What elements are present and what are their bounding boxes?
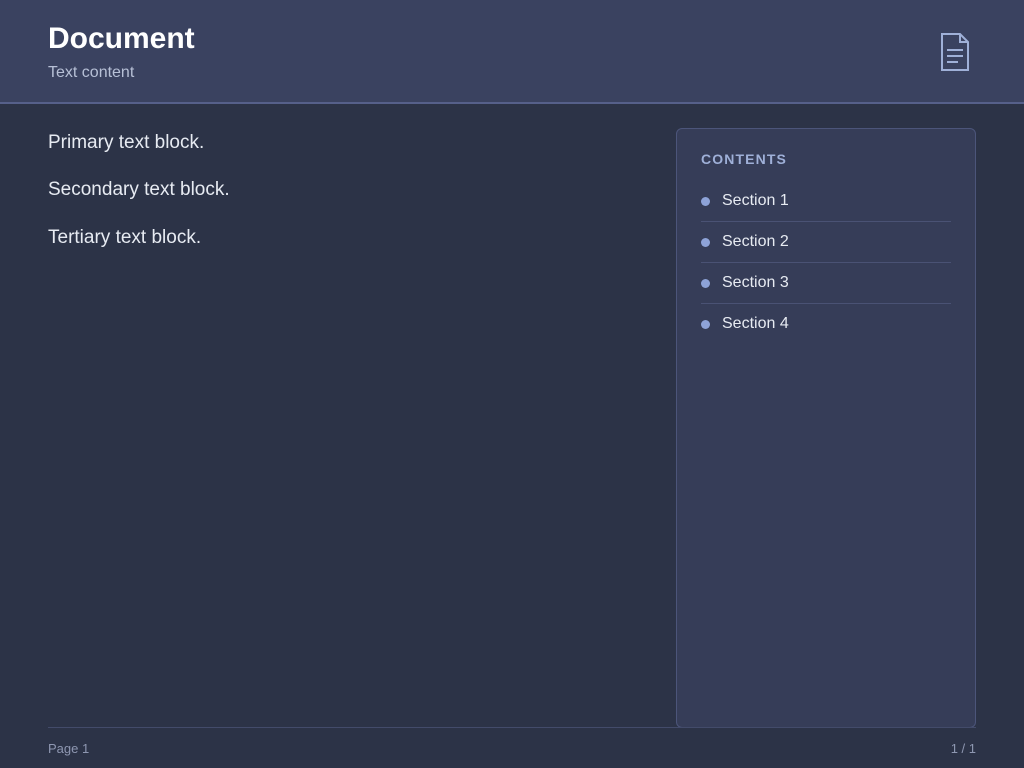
page-subtitle: Text content — [48, 64, 135, 81]
paragraph: Secondary text block. — [48, 179, 230, 201]
page-title: Document — [48, 22, 195, 55]
sidebar-item-label: Section 3 — [722, 274, 789, 291]
sidebar-item-label: Section 4 — [722, 315, 789, 332]
sidebar-list — [701, 181, 951, 344]
page-indicator: 1 / 1 — [950, 740, 976, 756]
sidebar-item-label: Section 2 — [722, 233, 789, 250]
footer-left-text: Page 1 — [48, 740, 90, 756]
sidebar-item[interactable] — [701, 263, 951, 304]
header — [0, 0, 1024, 104]
sidebar-item[interactable] — [701, 304, 951, 344]
sidebar-item[interactable] — [701, 222, 951, 263]
circle-bullet-icon — [701, 279, 710, 288]
sidebar-item[interactable] — [701, 181, 951, 222]
sidebar — [676, 128, 976, 728]
paragraph: Primary text block. — [48, 132, 205, 153]
circle-bullet-icon — [701, 238, 710, 247]
sidebar-item-label: Section 1 — [722, 192, 789, 209]
sidebar-heading: CONTENTS — [701, 151, 787, 167]
text-column — [48, 128, 636, 728]
paragraph: Tertiary text block. — [48, 226, 202, 248]
footer — [48, 727, 976, 768]
content-area — [48, 128, 976, 728]
circle-bullet-icon — [701, 320, 710, 329]
circle-bullet-icon — [701, 197, 710, 206]
document-icon — [932, 30, 976, 74]
